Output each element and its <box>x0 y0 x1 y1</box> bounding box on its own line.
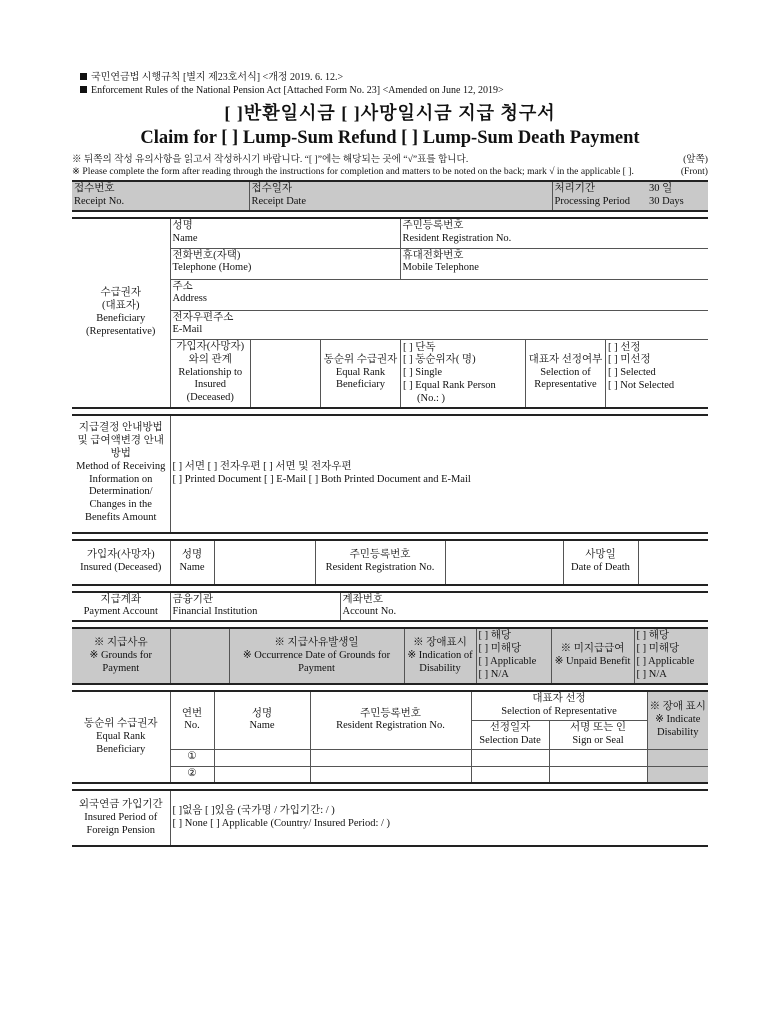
receipt-date-field[interactable]: 접수일자 Receipt Date <box>249 181 552 211</box>
insured-rrn-label: 주민등록번호 Resident Registration No. <box>315 540 445 585</box>
rrn-cell[interactable] <box>310 766 471 783</box>
col-indicate-disability: ※ 장애 표시 ※ Indicate Disability <box>647 691 708 749</box>
selected-checkbox-en: [ ] Selected <box>608 367 656 379</box>
equal-rank-label: 동순위 수급권자 Equal Rank Beneficiary <box>321 340 401 407</box>
col-rrn: 주민등록번호 Resident Registration No. <box>310 691 471 749</box>
email-field[interactable]: 전자우편주소 E-Mail <box>170 310 708 339</box>
col-no: 연번 No. <box>170 691 214 749</box>
beneficiary-table <box>72 217 708 408</box>
notice-ko: ※ 뒤쪽의 작성 유의사항을 읽고서 작성하시기 바랍니다. “[ ]”에는 해당되는 곳에 “√”표를 합니다. <box>72 153 469 165</box>
rrn-cell[interactable] <box>310 749 471 766</box>
beneficiary-name-field[interactable]: 성명 Name <box>170 218 400 248</box>
form-title-ko: [ ]반환일시금 [ ]사망일시금 지급 청구서 <box>224 103 556 123</box>
date-of-death-label: 사망일 Date of Death <box>563 540 638 585</box>
form-page <box>72 72 708 847</box>
sign-cell[interactable] <box>549 766 647 783</box>
occurrence-date-label: ※ 지급사유발생일 ※ Occurrence Date of Grounds for Payment <box>229 628 404 684</box>
square-bullet-icon <box>80 86 87 93</box>
unpaid-applicable-checkbox[interactable]: [ ] 해당 <box>636 630 670 642</box>
disability-na-checkbox[interactable]: [ ] 미해당 <box>478 642 522 654</box>
insured-rrn-input[interactable] <box>445 540 563 585</box>
beneficiary-label: 수급권자 (대표자) Beneficiary (Representative) <box>72 218 170 407</box>
form-header <box>80 72 708 97</box>
disability-cell[interactable] <box>647 749 708 766</box>
disability-cell[interactable] <box>647 766 708 783</box>
disability-indication-label: ※ 장애표시 ※ Indication of Disability <box>404 628 476 684</box>
grounds-table <box>72 627 708 685</box>
payment-account-label: 지급계좌 Payment Account <box>72 592 170 622</box>
col-name: 성명 Name <box>214 691 310 749</box>
grounds-label: ※ 지급사유 ※ Grounds for Payment <box>72 628 170 684</box>
notice-en: ※ Please complete the form after reading through the instructions for completion and matters to be noted on the back; mark √ in the applicable [ ]. <box>72 165 634 177</box>
account-number-field[interactable]: 계좌번호 Account No. <box>340 592 708 622</box>
equal-rank-person-en: [ ] Equal Rank Person <box>403 379 496 391</box>
grounds-input[interactable] <box>170 628 229 684</box>
unpaid-options <box>634 628 708 684</box>
receipt-table <box>72 180 708 212</box>
unpaid-applicable-en: [ ] Applicable <box>636 655 695 667</box>
row-number: ① <box>170 749 214 766</box>
foreign-pension-label: 외국연금 가입기간 Insured Period of Foreign Pension <box>72 790 170 846</box>
equal-rank-no-en: (No.: ) <box>417 392 445 404</box>
financial-institution-field[interactable]: 금융기관 Financial Institution <box>170 592 340 622</box>
relationship-row <box>171 340 709 407</box>
disability-options <box>476 628 551 684</box>
single-checkbox-en: [ ] Single <box>403 367 443 379</box>
insured-name-label: 성명 Name <box>170 540 214 585</box>
row-number: ② <box>170 766 214 783</box>
col-representative-selection: 대표자 선정 Selection of Representative <box>471 691 647 720</box>
home-phone-field[interactable]: 전화번호(자택) Telephone (Home) <box>170 248 400 279</box>
selected-checkbox[interactable]: [ ] 선정 <box>608 341 641 353</box>
insured-name-input[interactable] <box>214 540 315 585</box>
relationship-input[interactable] <box>251 340 321 407</box>
mobile-phone-field[interactable]: 휴대전화번호 Mobile Telephone <box>400 248 708 279</box>
relationship-label: 가입자(사망자)와의 관계 Relationship to Insured (Deceased) <box>171 340 251 407</box>
payment-account-table <box>72 591 708 623</box>
selection-date-cell[interactable] <box>471 766 549 783</box>
unpaid-benefit-label: ※ 미지급급여 ※ Unpaid Benefit <box>551 628 634 684</box>
single-checkbox[interactable]: [ ] 단독 <box>403 341 436 353</box>
unpaid-na-checkbox[interactable]: [ ] 미해당 <box>636 642 680 654</box>
address-field[interactable]: 주소 Address <box>170 279 708 310</box>
insured-table <box>72 539 708 586</box>
not-selected-checkbox-en: [ ] Not Selected <box>608 379 675 391</box>
unpaid-na-en: [ ] N/A <box>636 668 667 680</box>
insured-label: 가입자(사망자) Insured (Deceased) <box>72 540 170 585</box>
disability-na-en: [ ] N/A <box>478 668 509 680</box>
date-of-death-input[interactable] <box>638 540 708 585</box>
name-cell[interactable] <box>214 766 310 783</box>
disability-applicable-en: [ ] Applicable <box>478 655 537 667</box>
notification-method-options[interactable]: [ ] 서면 [ ] 전자우편 [ ] 서면 및 전자우편 [ ] Printed Document [ ] E-Mail [ ] Both Printed Document and E-Mail <box>170 415 708 533</box>
representative-selection-options <box>606 340 709 407</box>
processing-period-label: 처리기간 Processing Period <box>552 181 647 211</box>
equal-rank-options <box>401 340 526 407</box>
selection-date-cell[interactable] <box>471 749 549 766</box>
col-selection-date: 선정일자 Selection Date <box>471 720 549 749</box>
foreign-pension-table <box>72 789 708 847</box>
form-notice <box>72 154 708 178</box>
square-bullet-icon <box>80 73 87 80</box>
beneficiary-rrn-field[interactable]: 주민등록번호 Resident Registration No. <box>400 218 708 248</box>
col-sign-or-seal: 서명 또는 인 Sign or Seal <box>549 720 647 749</box>
name-cell[interactable] <box>214 749 310 766</box>
foreign-pension-options[interactable]: [ ]없음 [ ]있음 (국가명 / 가입기간: / ) [ ] None [ ] Applicable (Country/ Insured Period: / ) <box>170 790 708 846</box>
notification-method-label: 지급결정 안내방법 및 급여액변경 안내방법 Method of Receiving Information on Determination/ Changes in the Benefits Amount <box>72 415 170 533</box>
legal-basis-en: Enforcement Rules of the National Pension Act [Attached Form No. 23] <Amended on June 12, 2019> <box>80 85 708 98</box>
form-title-en: Claim for [ ] Lump-Sum Refund [ ] Lump-Sum Death Payment <box>140 127 640 148</box>
not-selected-checkbox[interactable]: [ ] 미선정 <box>608 354 651 366</box>
equal-rank-label: 동순위 수급권자 Equal Rank Beneficiary <box>72 691 170 783</box>
sign-cell[interactable] <box>549 749 647 766</box>
equal-rank-count-checkbox[interactable]: [ ] 동순위자( 명) <box>403 354 476 366</box>
equal-rank-table <box>72 690 708 784</box>
notification-method-table <box>72 414 708 534</box>
disability-applicable-checkbox[interactable]: [ ] 해당 <box>478 630 512 642</box>
processing-days: 30 일 30 Days <box>647 181 708 211</box>
representative-selection-label: 대표자 선정여부 Selection of Representative <box>526 340 606 407</box>
front-label: (앞쪽) (Front) <box>680 153 708 177</box>
legal-basis-ko: 국민연금법 시행규칙 [별지 제23호서식] <개정 2019. 6. 12.> <box>80 72 708 85</box>
receipt-no-field[interactable]: 접수번호 Receipt No. <box>72 181 249 211</box>
